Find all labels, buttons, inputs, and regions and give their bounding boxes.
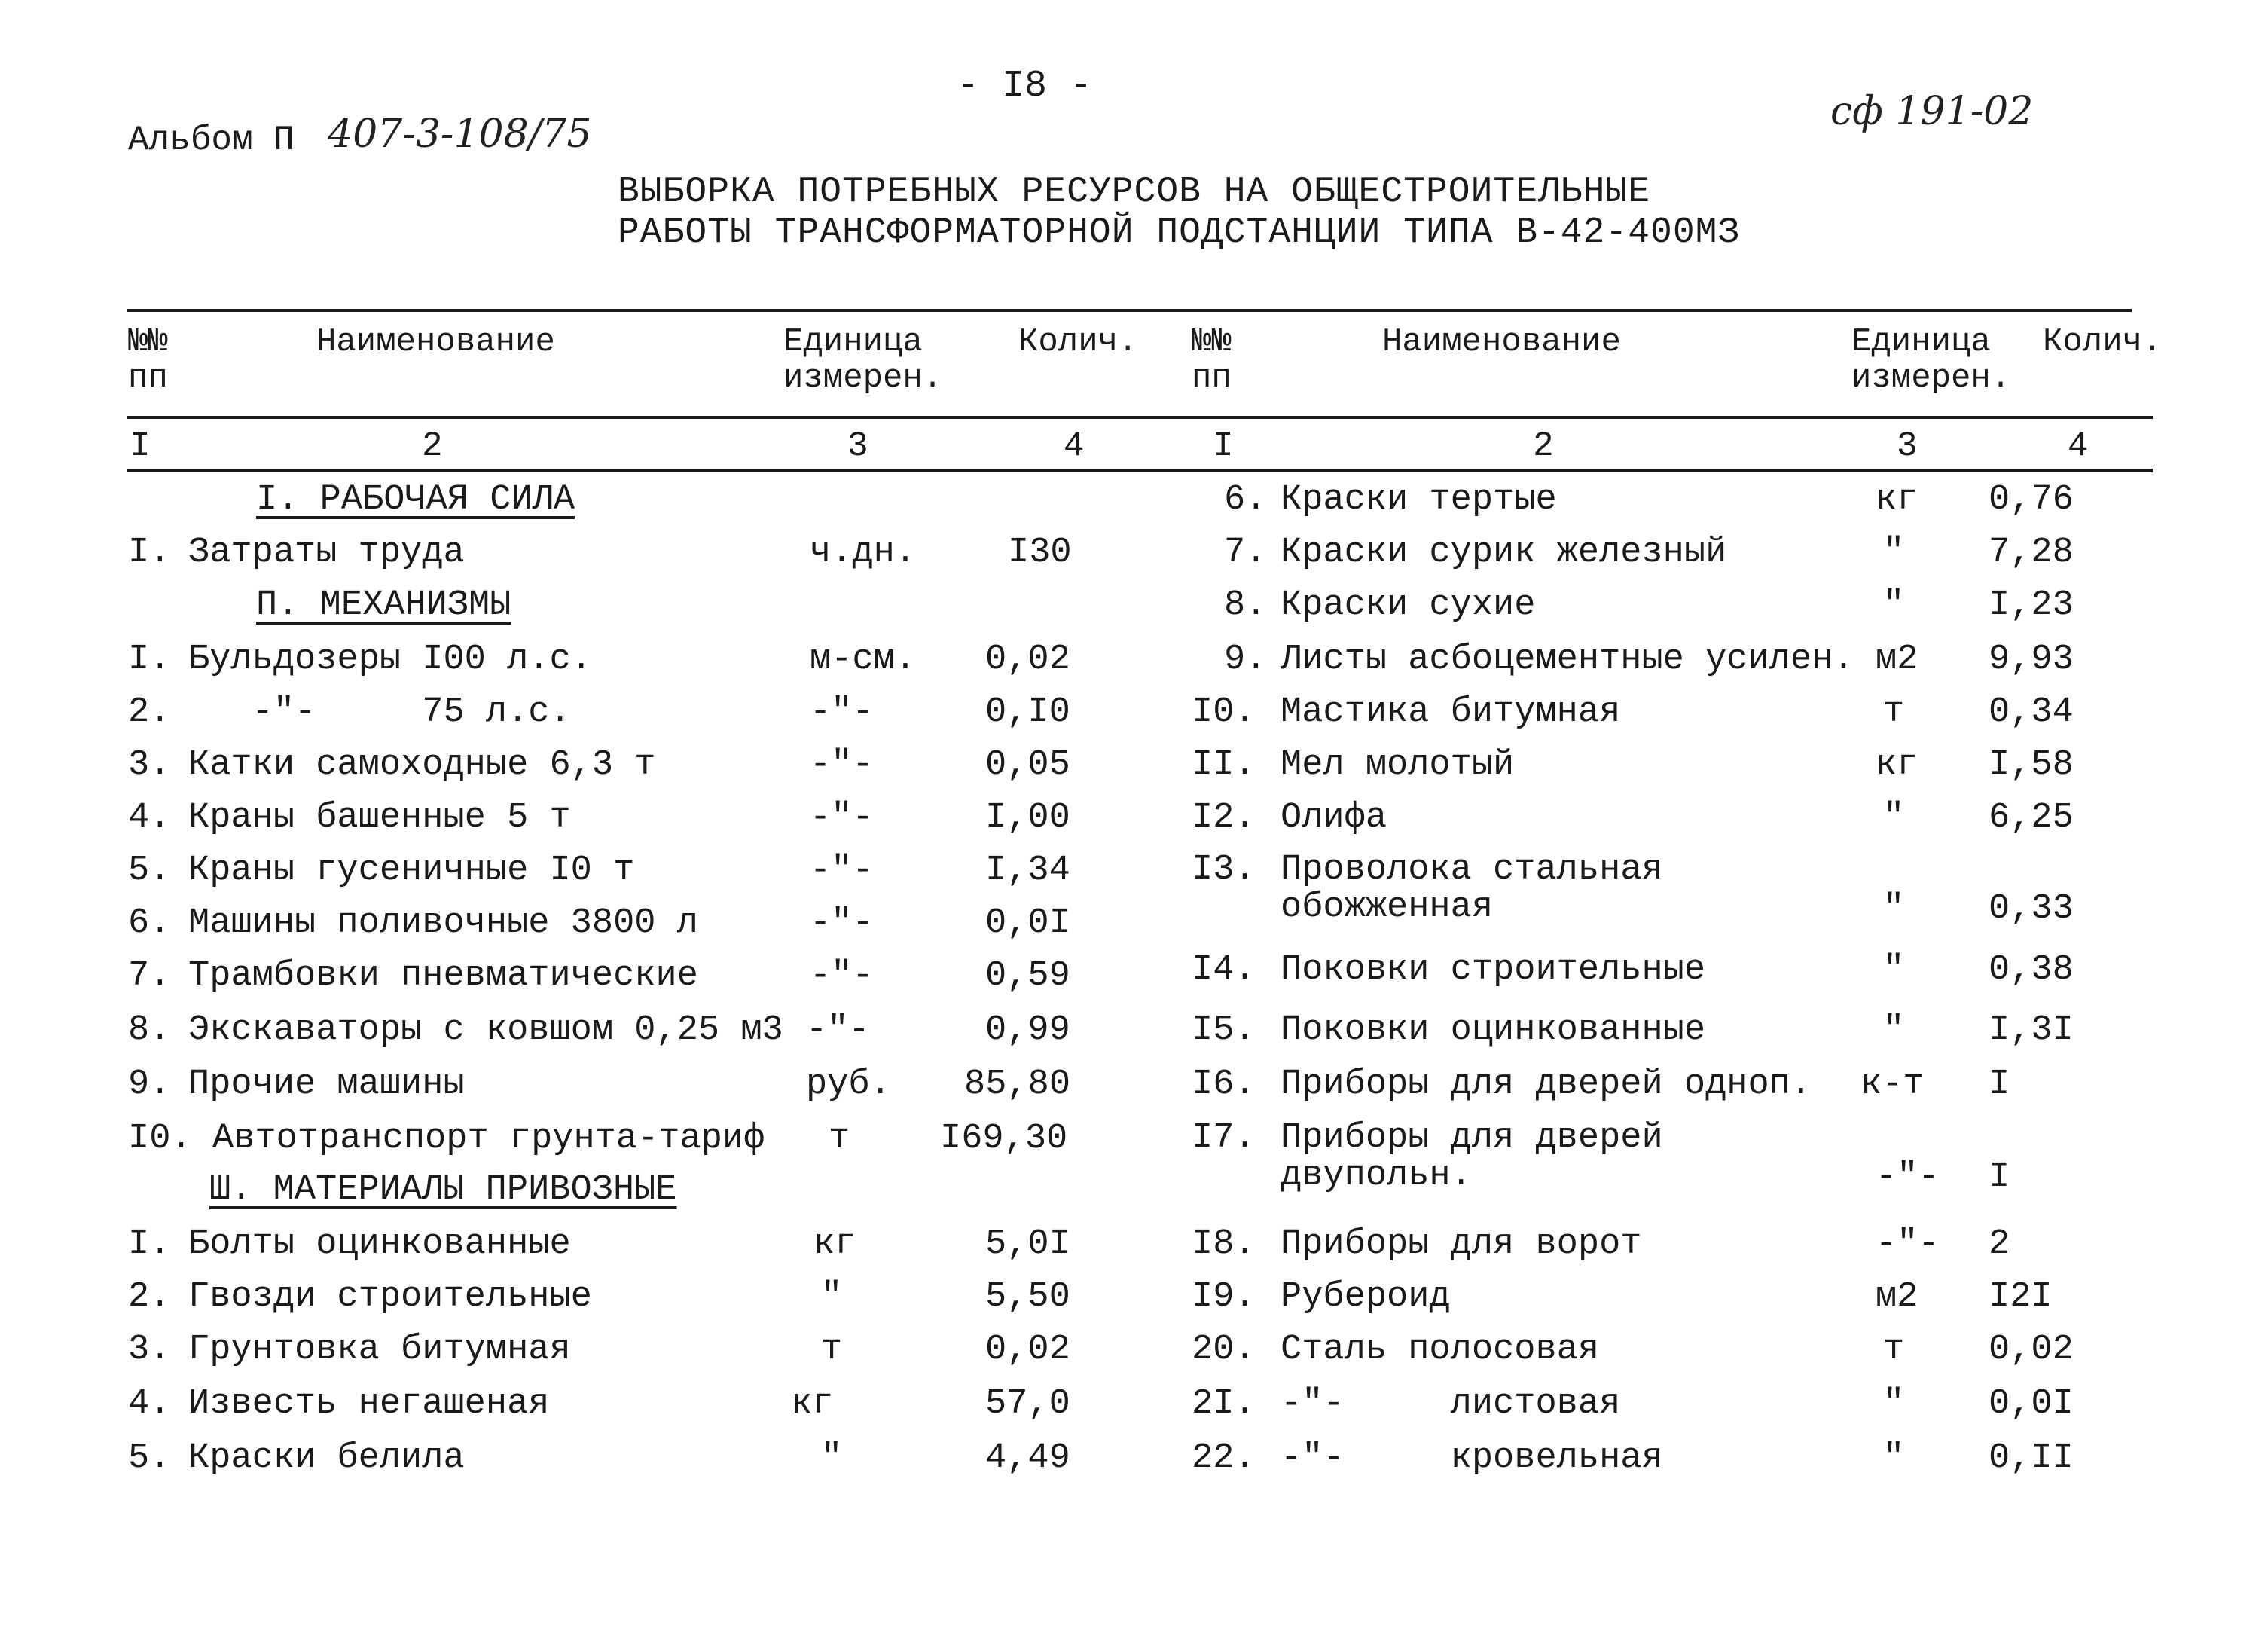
row-unit: -"-: [810, 745, 874, 785]
row-unit: ": [1883, 1384, 1905, 1424]
row-qty: 4,49: [985, 1438, 1070, 1478]
row-unit: -"-: [806, 1010, 870, 1050]
row-qty: 5,0I: [985, 1224, 1070, 1264]
row-qty: 0,34: [1989, 692, 2074, 732]
row-qty: I: [1989, 1157, 2010, 1197]
header-num-right: №№ пп: [1192, 323, 1232, 397]
row-name: Затраты труда: [188, 533, 465, 573]
header-bottom-rule: [127, 416, 2153, 419]
row-qty: I,23: [1989, 585, 2074, 625]
row-number: I6.: [1192, 1065, 1256, 1105]
row-name: Проволока стальная обожженная: [1281, 850, 1663, 927]
row-qty: I,3I: [1989, 1010, 2074, 1050]
row-name: Гвозди строительные: [188, 1277, 592, 1317]
row-unit: т: [1883, 1330, 1905, 1370]
row-name: Катки самоходные 6,3 т: [188, 745, 656, 785]
row-name: Рубероид: [1281, 1277, 1451, 1317]
row-unit: ": [1883, 798, 1905, 838]
row-qty: 57,0: [985, 1384, 1070, 1424]
row-qty: 0,99: [985, 1010, 1070, 1050]
row-unit: м2: [1876, 1277, 1918, 1317]
row-name: Краски сухие: [1281, 585, 1536, 625]
row-name: Болты оцинкованные: [188, 1224, 571, 1264]
row-name: Приборы для дверей двупольн.: [1281, 1118, 1663, 1196]
row-name: -"- листовая: [1281, 1384, 1621, 1424]
row-qty: 6,25: [1989, 798, 2074, 838]
row-qty: I,58: [1989, 745, 2074, 785]
row-number: 8.: [1224, 585, 1267, 625]
row-number: 5.: [128, 851, 171, 891]
row-qty: 9,93: [1989, 640, 2074, 680]
row-number: I.: [128, 1224, 171, 1264]
row-qty: 0,02: [985, 1330, 1070, 1370]
row-number: 4.: [128, 798, 171, 838]
row-unit: кг: [813, 1224, 856, 1264]
row-qty: 0,05: [985, 745, 1070, 785]
row-unit: ": [1883, 1010, 1905, 1050]
row-qty: I69,30: [940, 1119, 1068, 1159]
row-number: I0.: [1192, 692, 1256, 732]
album-code: 407-3-108/75: [328, 112, 592, 157]
row-qty: 0,59: [985, 956, 1070, 996]
row-number: 6.: [1224, 480, 1267, 520]
header-unit-right: Единица измерен.: [1851, 323, 2011, 397]
row-unit: м2: [1876, 640, 1918, 680]
row-unit: м-см.: [810, 640, 917, 680]
col-number-3-left: 3: [847, 426, 868, 466]
row-unit: ": [821, 1277, 843, 1317]
row-unit: к-т: [1860, 1065, 1925, 1105]
row-name: Листы асбоцементные усилен.: [1281, 640, 1854, 680]
album-label: Альбом П: [128, 121, 295, 160]
row-qty: 2: [1989, 1224, 2010, 1264]
row-qty: 0,02: [985, 640, 1070, 680]
row-number: 9.: [128, 1065, 171, 1105]
row-name: Мастика битумная: [1281, 692, 1621, 732]
row-number: I7.: [1192, 1118, 1256, 1158]
row-number: 3.: [128, 745, 171, 785]
row-number: 4.: [128, 1384, 171, 1424]
row-name: Краски сурик железный: [1281, 533, 1727, 573]
row-unit: ": [1883, 533, 1905, 573]
row-name: Приборы для ворот: [1281, 1224, 1642, 1264]
row-qty: 5,50: [985, 1277, 1070, 1317]
row-name: Мел молотый: [1281, 745, 1515, 785]
row-unit: -"-: [810, 798, 874, 838]
row-qty: I,34: [985, 851, 1070, 891]
section-labor: I. РАБОЧАЯ СИЛА: [256, 480, 575, 520]
row-qty: I: [1989, 1065, 2010, 1105]
row-unit: руб.: [806, 1065, 891, 1105]
row-name: Автотранспорт грунта-тариф: [212, 1119, 765, 1159]
row-unit: -"-: [1876, 1157, 1940, 1197]
row-unit: ч.дн.: [810, 533, 917, 573]
row-qty: I,00: [985, 798, 1070, 838]
col-number-1-left: I: [130, 426, 151, 466]
row-unit: ": [821, 1438, 843, 1478]
row-number: 7.: [128, 956, 171, 996]
header-name-right: Наименование: [1382, 323, 1621, 361]
row-unit: кг: [791, 1384, 834, 1424]
row-qty: 85,80: [964, 1065, 1071, 1105]
row-number: I3.: [1192, 850, 1256, 890]
row-name: Прочие машины: [188, 1065, 465, 1105]
table-row: [0, 851, 2184, 934]
header-unit-left: Единица измерен.: [783, 323, 943, 397]
row-unit: т: [821, 1330, 843, 1370]
row-qty: 0,II: [1989, 1438, 2074, 1478]
row-name: Экскаваторы с ковшом 0,25 м3: [188, 1010, 783, 1050]
col-number-3-right: 3: [1897, 426, 1918, 466]
row-name: Поковки оцинкованные: [1281, 1010, 1706, 1050]
table-row: [0, 1120, 2184, 1202]
row-unit: -"-: [810, 903, 874, 943]
row-qty: 0,02: [1989, 1330, 2074, 1370]
row-number: 9.: [1224, 640, 1267, 680]
row-qty: 0,38: [1989, 950, 2074, 990]
row-qty: 0,0I: [985, 903, 1070, 943]
header-qty-right: Колич.: [2043, 323, 2163, 361]
row-number: I5.: [1192, 1010, 1256, 1050]
row-number: 5.: [128, 1438, 171, 1478]
row-unit: -"-: [810, 692, 874, 732]
row-qty: I30: [1008, 533, 1072, 573]
row-name: Известь негашеная: [188, 1384, 550, 1424]
row-qty: 0,I0: [985, 692, 1070, 732]
row-qty: 0,0I: [1989, 1384, 2074, 1424]
row-number: 2I.: [1192, 1384, 1256, 1424]
row-name: Поковки строительные: [1281, 950, 1706, 990]
row-qty: 7,28: [1989, 533, 2074, 573]
row-number: 22.: [1192, 1438, 1256, 1478]
row-number: 8.: [128, 1010, 171, 1050]
row-unit: ": [1883, 1438, 1905, 1478]
row-number: I0.: [128, 1119, 192, 1159]
row-number: 2.: [128, 1277, 171, 1317]
row-qty: I2I: [1989, 1277, 2053, 1317]
row-name: -"- кровельная: [1281, 1438, 1663, 1478]
row-name: Сталь полосовая: [1281, 1330, 1600, 1370]
section-mechanisms: П. МЕХАНИЗМЫ: [256, 585, 511, 625]
row-number: I8.: [1192, 1224, 1256, 1264]
row-name: -"- 75 л.с.: [188, 692, 571, 732]
row-name: Краны гусеничные I0 т: [188, 851, 635, 891]
row-unit: ": [1883, 585, 1905, 625]
row-number: I.: [128, 533, 171, 573]
col-number-4-left: 4: [1064, 426, 1085, 466]
col-number-4-right: 4: [2068, 426, 2089, 466]
reference-code: сф 191-02: [1830, 89, 2034, 134]
header-num-left: №№ пп: [128, 323, 168, 397]
row-number: 6.: [128, 903, 171, 943]
row-name: Бульдозеры I00 л.с.: [188, 640, 592, 680]
row-name: Грунтовка битумная: [188, 1330, 571, 1370]
section-materials: Ш. МАТЕРИАЛЫ ПРИВОЗНЫЕ: [209, 1170, 677, 1210]
row-unit: кг: [1876, 480, 1918, 520]
row-unit: кг: [1876, 745, 1918, 785]
row-number: 20.: [1192, 1330, 1256, 1370]
row-name: Краски белила: [188, 1438, 465, 1478]
col-number-2-right: 2: [1533, 426, 1554, 466]
row-number: 3.: [128, 1330, 171, 1370]
document-title-line-1: ВЫБОРКА ПОТРЕБНЫХ РЕСУРСОВ НА ОБЩЕСТРОИТЕЛЬНЫЕ: [618, 172, 1651, 212]
row-unit: -"-: [810, 956, 874, 996]
row-unit: т: [829, 1119, 850, 1159]
row-unit: -"-: [810, 851, 874, 891]
row-unit: ": [1883, 950, 1905, 990]
row-unit: т: [1883, 692, 1905, 732]
row-number: I4.: [1192, 950, 1256, 990]
col-number-1-right: I: [1213, 426, 1234, 466]
row-qty: 0,33: [1989, 889, 2074, 929]
row-number: I2.: [1192, 798, 1256, 838]
row-number: I.: [128, 640, 171, 680]
col-number-2-left: 2: [422, 426, 443, 466]
row-name: Олифа: [1281, 798, 1387, 838]
header-qty-left: Колич.: [1018, 323, 1138, 361]
page-number: - I8 -: [957, 65, 1093, 108]
row-unit: ": [1883, 889, 1905, 929]
document-title-line-2: РАБОТЫ ТРАНСФОРМАТОРНОЙ ПОДСТАНЦИИ ТИПА В-42-400МЗ: [618, 212, 1741, 253]
row-number: 7.: [1224, 533, 1267, 573]
row-qty: 0,76: [1989, 480, 2074, 520]
table-top-rule: [127, 309, 2132, 312]
row-name: Краны башенные 5 т: [188, 798, 571, 838]
row-number: 2.: [128, 692, 171, 732]
row-unit: -"-: [1876, 1224, 1940, 1264]
column-number-rule: [127, 469, 2153, 472]
row-name: Машины поливочные 3800 л: [188, 903, 698, 943]
header-name-left: Наименование: [316, 323, 555, 361]
row-number: I9.: [1192, 1277, 1256, 1317]
row-name: Трамбовки пневматические: [188, 956, 698, 996]
row-name: Приборы для дверей одноп.: [1281, 1065, 1812, 1105]
row-number: II.: [1192, 745, 1256, 785]
row-name: Краски тертые: [1281, 480, 1557, 520]
